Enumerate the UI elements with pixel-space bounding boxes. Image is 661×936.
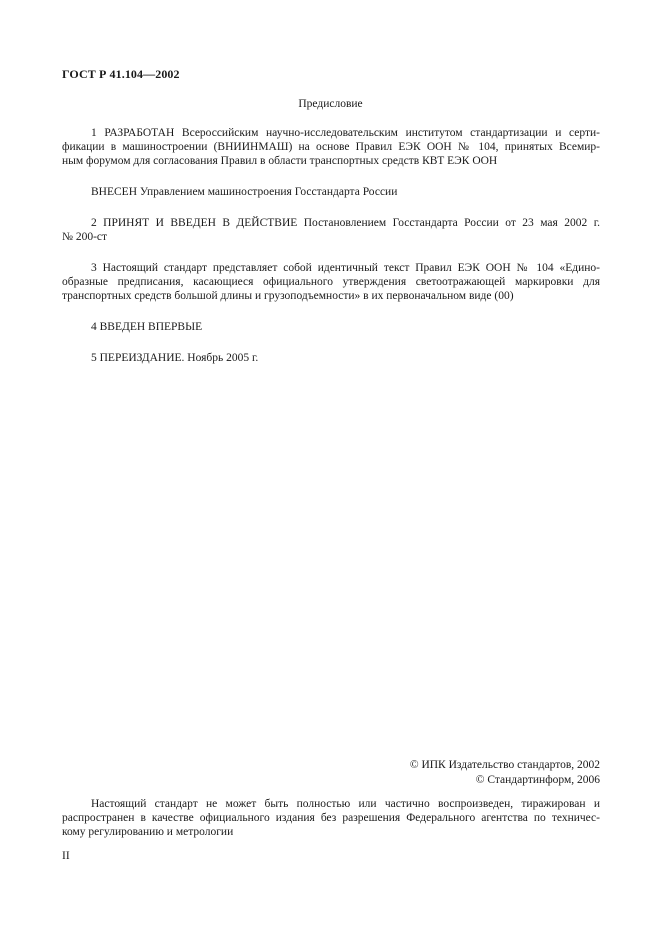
reproduction-notice: [62, 797, 600, 839]
copyright-block: [410, 758, 600, 788]
text-line: кому регулированию и метрологии: [62, 826, 234, 838]
paragraph-developed-by: [62, 126, 600, 168]
page-number: II: [62, 850, 70, 862]
text-line: 5 ПЕРЕИЗДАНИЕ. Ноябрь 2005 г.: [91, 352, 259, 364]
text-line: 3 Настоящий стандарт представляет собой идентичный текст Правил ЕЭК ООН № 104 «Едино-: [91, 262, 600, 274]
text-line: 2 ПРИНЯТ И ВВЕДЕН В ДЕЙСТВИЕ Постановлением Госстандарта России от 23 мая 2002 г.: [91, 217, 600, 229]
paragraph-introduced-by: [62, 185, 600, 199]
section-title-preface: Предисловие: [298, 98, 363, 110]
text-line: транспортных средств большой длины и грузоподъемности» в их первоначальном виде (00): [62, 290, 514, 302]
copyright-line-publisher: © ИПК Издательство стандартов, 2002: [409, 759, 600, 771]
text-line: 1 РАЗРАБОТАН Всероссийским научно-исследовательским институтом стандартизации и серти-: [91, 127, 600, 139]
text-line: ВНЕСЕН Управлением машиностроения Госстандарта России: [91, 186, 398, 198]
text-line: распространен в качестве официального издания без разрешения Федерального агентства по техничес-: [62, 812, 600, 824]
text-line: фикации в машиностроении (ВНИИНМАШ) на основе Правил ЕЭК ООН № 104, принятых Всемир-: [62, 141, 600, 153]
text-line: Настоящий стандарт не может быть полностью или частично воспроизведен, тиражирован и: [91, 798, 600, 810]
preface-body: [62, 126, 600, 382]
text-line: ным форумом для согласования Правил в области транспортных средств КВТ ЕЭК ООН: [62, 155, 498, 167]
paragraph-reissue: [62, 351, 600, 365]
paragraph-identical-text: [62, 261, 600, 303]
paragraph-first-introduced: [62, 320, 600, 334]
text-line: образные предписания, касающиеся официального утверждения светоотражающей маркировки для: [62, 276, 600, 288]
document-code: ГОСТ Р 41.104—2002: [62, 67, 180, 81]
copyright-line-standartinform: © Стандартинформ, 2006: [475, 774, 600, 786]
paragraph-adopted: [62, 216, 600, 244]
text-line: № 200-ст: [62, 231, 108, 243]
text-line: 4 ВВЕДЕН ВПЕРВЫЕ: [91, 321, 203, 333]
